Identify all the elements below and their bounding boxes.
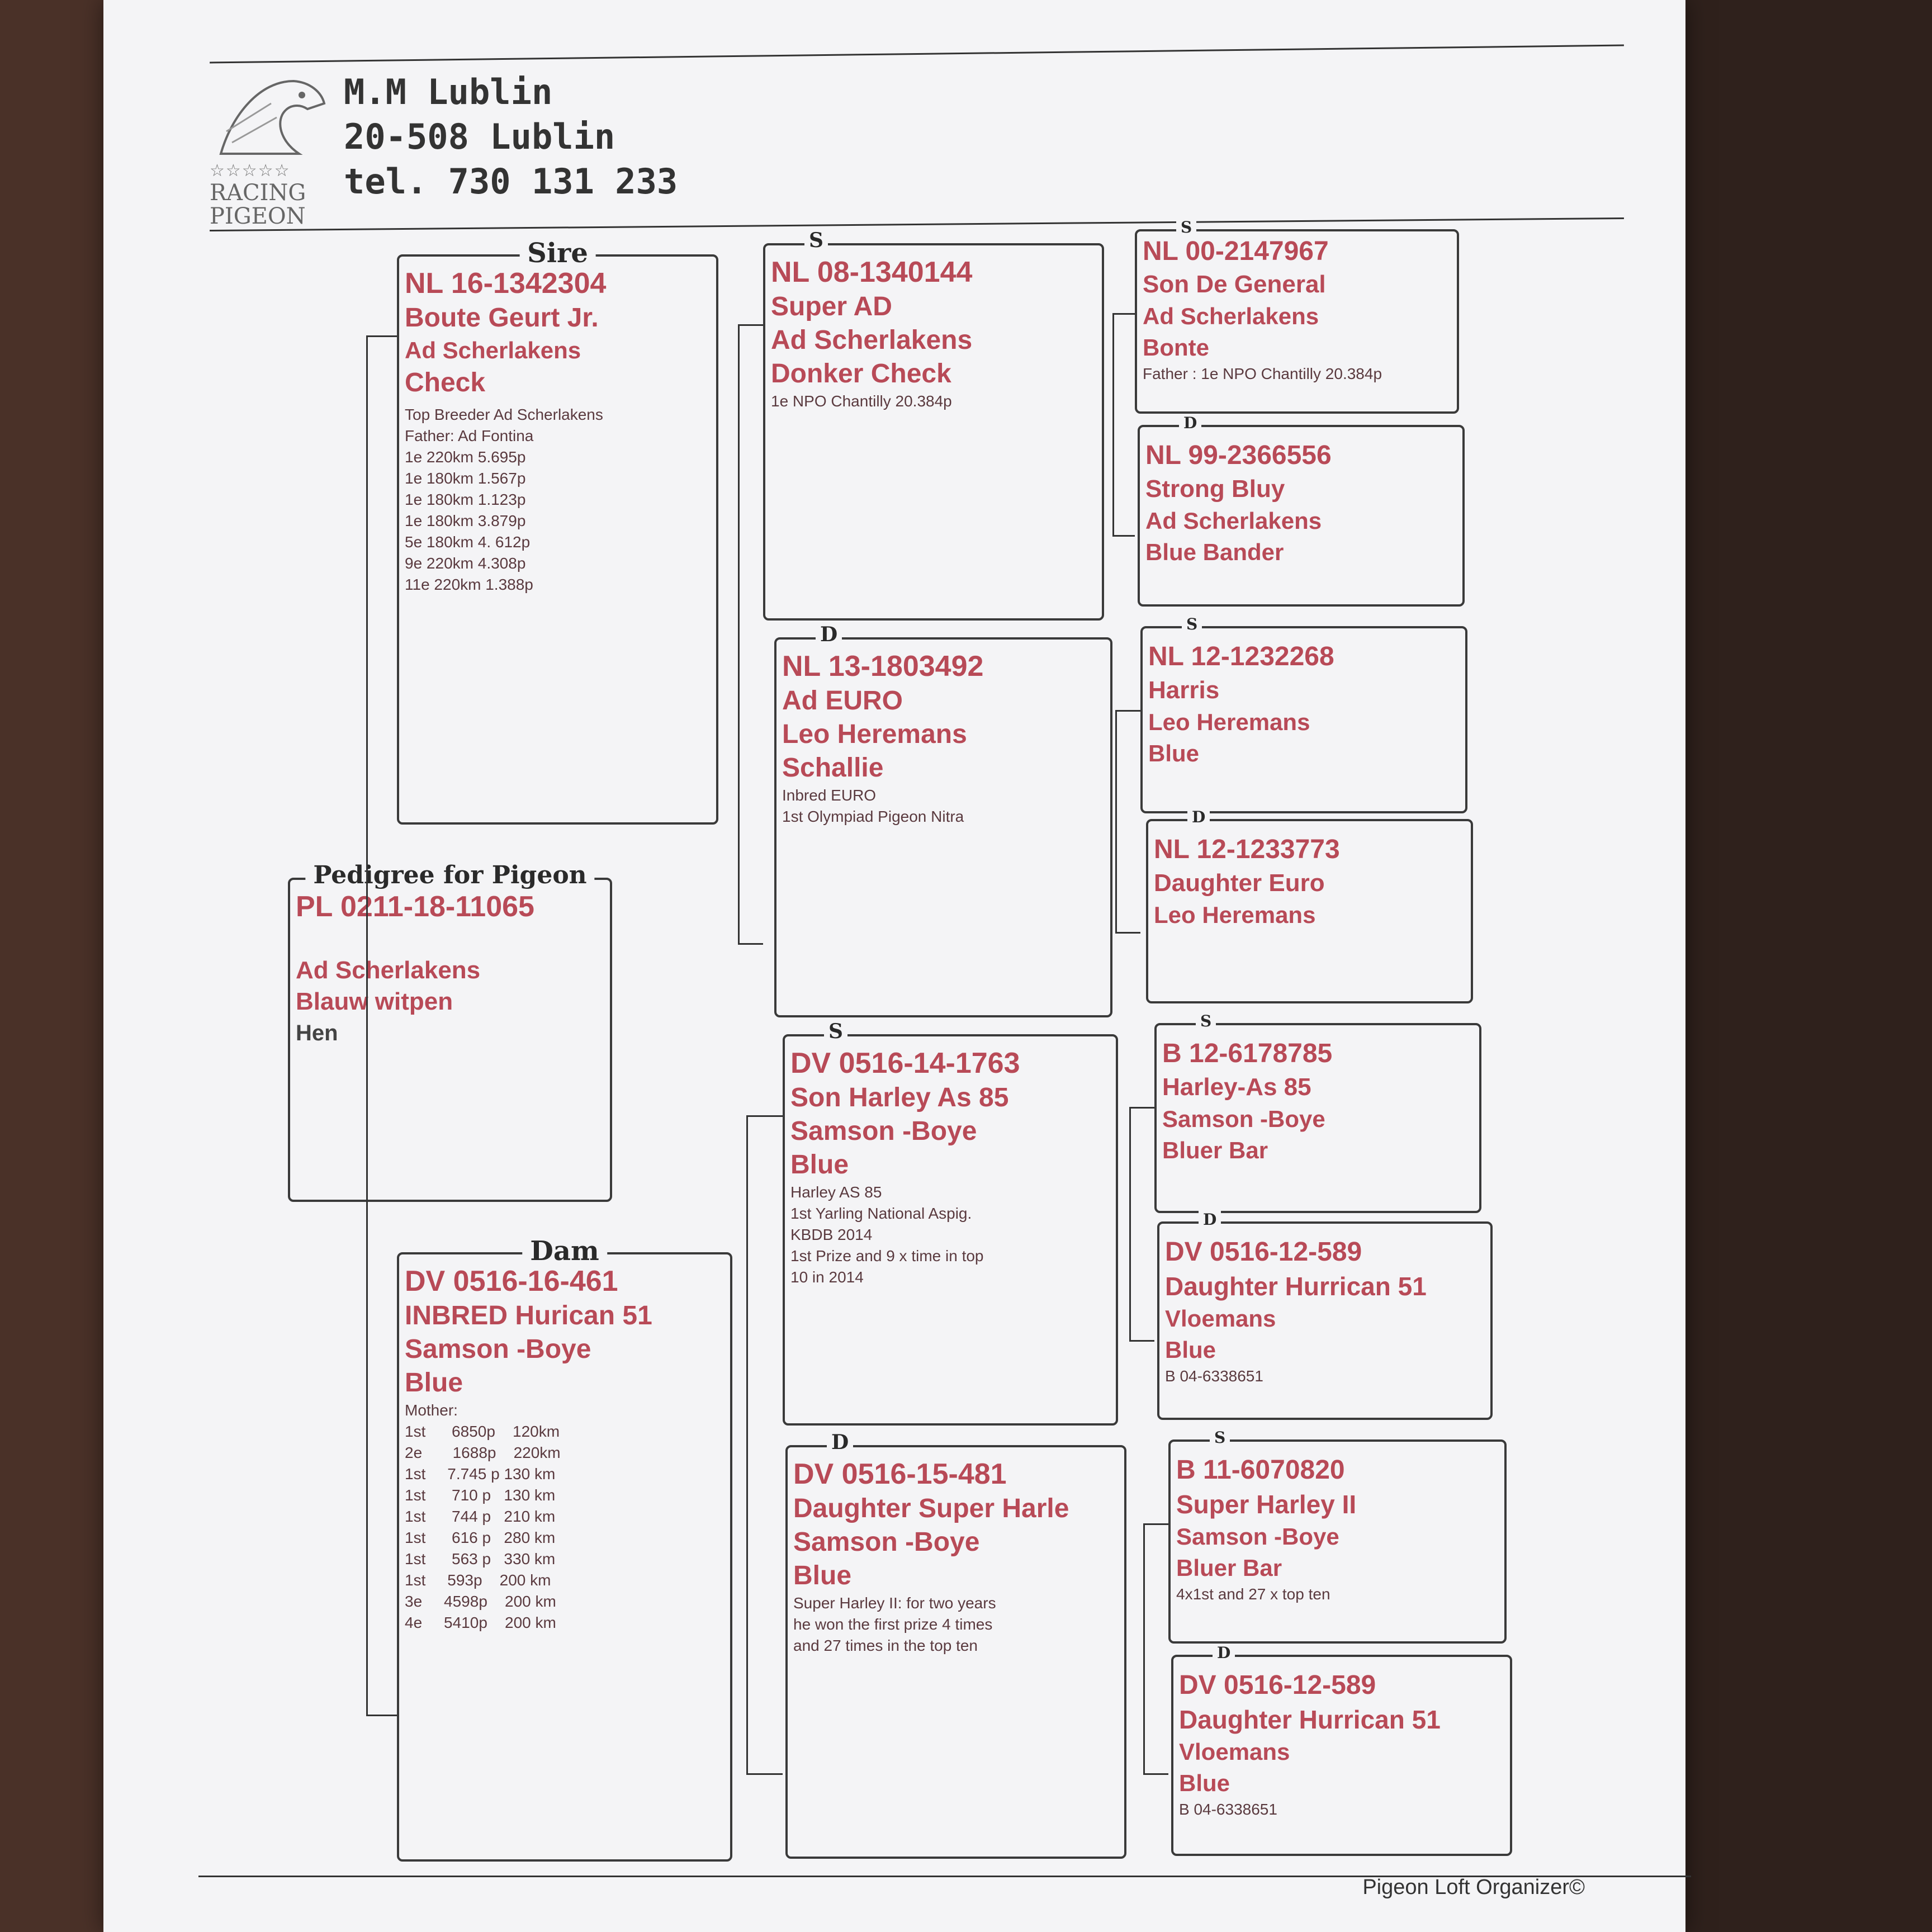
background-right (1686, 0, 1932, 1932)
loft-city: 20-508 Lublin (344, 116, 615, 157)
sire-dam-id: NL 13-1803492 (782, 650, 984, 683)
dsd-color: Blue (1165, 1337, 1216, 1363)
sdd-name: Daughter Euro (1154, 869, 1325, 897)
dam-sire-note: KBDB 2014 (790, 1226, 873, 1243)
ddd-letter: D (1213, 1644, 1235, 1662)
connector-sd (1115, 710, 1140, 934)
sire-dam-color: Schallie (782, 753, 884, 783)
loft-address (344, 70, 678, 204)
dam-note: 1st 563 p 330 km (405, 1550, 556, 1568)
dam-dam-note: Super Harley II: for two years (793, 1594, 996, 1612)
dam-note: 4e 5410p 200 km (405, 1614, 556, 1631)
dds-letter: S (1210, 1428, 1230, 1447)
sire-title: Sire (519, 238, 596, 269)
sire-note: Father: Ad Fontina (405, 427, 534, 444)
sire-sire-color: Donker Check (771, 359, 951, 389)
loft-name: M.M Lublin (344, 72, 553, 112)
connector-dd (1143, 1523, 1168, 1775)
sire-note: 1e 180km 3.879p (405, 512, 526, 529)
sire-note: 1e 180km 1.123p (405, 491, 526, 508)
ssd-id: NL 99-2366556 (1145, 441, 1332, 470)
sss-id: NL 00-2147967 (1143, 236, 1329, 266)
connector-ss (1112, 313, 1135, 537)
ddd-breeder: Vloemans (1179, 1739, 1290, 1765)
sss-letter: S (1176, 218, 1196, 236)
eagle-head-icon (210, 70, 327, 165)
sire-dam-sire-box (1140, 615, 1467, 813)
sire-sire-letter: S (804, 229, 828, 252)
dam-dam-color: Blue (793, 1561, 852, 1590)
dam-sire-breeder: Samson -Boye (790, 1116, 977, 1146)
dss-color: Bluer Bar (1162, 1137, 1268, 1163)
dss-letter: S (1196, 1012, 1216, 1030)
dam-note: 1st 593p 200 km (405, 1571, 551, 1589)
sdd-id: NL 12-1233773 (1154, 835, 1340, 864)
dam-note: 1st 744 p 210 km (405, 1508, 556, 1525)
dam-sire-id: DV 0516-14-1763 (790, 1047, 1020, 1079)
ddd-color: Blue (1179, 1770, 1230, 1796)
connector-sire (738, 324, 763, 945)
dam-sire-sire-box (1154, 1012, 1481, 1213)
logo-text-pigeon: PIGEON (210, 203, 306, 229)
ssd-breeder: Ad Scherlakens (1145, 508, 1322, 534)
sds-name: Harris (1148, 676, 1220, 704)
sire-dam-note: Inbred EURO (782, 787, 877, 804)
connector-ds (1129, 1107, 1154, 1342)
sss-name: Son De General (1143, 271, 1326, 298)
dam-note: 3e 4598p 200 km (405, 1593, 556, 1610)
background-left (0, 0, 106, 1932)
connector-subject (366, 335, 397, 1716)
pedigree-sheet (103, 0, 1685, 1932)
dam-dam-dam-box (1171, 1644, 1512, 1856)
dam-sire-note: Harley AS 85 (790, 1183, 882, 1201)
dam-note: Mother: (405, 1401, 458, 1419)
sire-note: 11e 220km 1.388p (405, 576, 533, 593)
sire-sire-dam-box (1138, 414, 1465, 607)
sdd-breeder: Leo Heremans (1154, 902, 1316, 928)
dsd-id: DV 0516-12-589 (1165, 1237, 1362, 1267)
dds-color: Bluer Bar (1176, 1555, 1282, 1581)
dds-breeder: Samson -Boye (1176, 1523, 1339, 1550)
sire-sire-note: 1e NPO Chantilly 20.384p (771, 392, 952, 410)
connector-dam (746, 1115, 783, 1775)
subject-id: PL 0211-18-11065 (296, 891, 534, 923)
top-rule (210, 45, 1624, 64)
sire-dam-dam-box (1146, 808, 1473, 1003)
sire-note: Top Breeder Ad Scherlakens (405, 406, 603, 423)
dam-note: 1st 6850p 120km (405, 1423, 560, 1440)
ssd-letter: D (1179, 414, 1201, 432)
racing-pigeon-logo (210, 70, 327, 229)
dsd-breeder: Vloemans (1165, 1305, 1276, 1332)
sire-sire-id: NL 08-1340144 (771, 256, 973, 288)
dam-note: 2e 1688p 220km (405, 1444, 561, 1461)
dam-name: INBRED Hurican 51 (405, 1301, 652, 1330)
loft-phone: tel. 730 131 233 (344, 161, 678, 202)
sire-sire-name: Super AD (771, 292, 892, 321)
sire-sire-box (763, 229, 1104, 621)
dam-note: 1st 710 p 130 km (405, 1486, 556, 1504)
dam-id: DV 0516-16-461 (405, 1265, 618, 1298)
sire-box (397, 238, 718, 825)
logo-stars: ☆☆☆☆☆ (210, 162, 291, 180)
dam-box (397, 1235, 732, 1862)
dsd-letter: D (1199, 1210, 1221, 1229)
sire-note: 9e 220km 4.308p (405, 555, 526, 572)
dam-dam-note: and 27 times in the top ten (793, 1637, 978, 1654)
sss-note: Father : 1e NPO Chantilly 20.384p (1143, 365, 1382, 382)
sire-sire-sire-box (1135, 218, 1459, 414)
dam-dam-sire-box (1168, 1428, 1507, 1644)
sire-dam-name: Ad EURO (782, 686, 903, 716)
ssd-name: Strong Bluy (1145, 475, 1285, 503)
dam-sire-box (783, 1020, 1118, 1426)
sire-dam-note: 1st Olympiad Pigeon Nitra (782, 808, 964, 825)
dam-note: 1st 616 p 280 km (405, 1529, 556, 1546)
sds-id: NL 12-1232268 (1148, 642, 1334, 671)
sire-dam-box (774, 623, 1112, 1017)
dam-dam-box (785, 1431, 1126, 1859)
ssd-color: Blue Bander (1145, 539, 1284, 565)
dsd-name: Daughter Hurrican 51 (1165, 1272, 1427, 1301)
ddd-name: Daughter Hurrican 51 (1179, 1705, 1441, 1734)
dss-name: Harley-As 85 (1162, 1073, 1311, 1101)
dam-sire-name: Son Harley As 85 (790, 1083, 1009, 1112)
footer-brand: Pigeon Loft Organizer© (1362, 1876, 1585, 1899)
sire-dam-letter: D (816, 623, 842, 646)
dam-sire-note: 10 in 2014 (790, 1268, 864, 1286)
sire-id: NL 16-1342304 (405, 267, 607, 300)
subject-color: Blauw witpen (296, 988, 453, 1015)
dam-dam-name: Daughter Super Harle (793, 1494, 1069, 1523)
sss-color: Bonte (1143, 334, 1209, 361)
dam-dam-note: he won the first prize 4 times (793, 1616, 993, 1633)
sire-dam-breeder: Leo Heremans (782, 719, 967, 749)
sds-breeder: Leo Heremans (1148, 709, 1310, 735)
sds-color: Blue (1148, 740, 1200, 766)
dss-breeder: Samson -Boye (1162, 1106, 1325, 1132)
dds-note: 4x1st and 27 x top ten (1176, 1585, 1330, 1603)
sire-color: Check (405, 368, 486, 397)
subject-title: Pedigree for Pigeon (305, 861, 594, 889)
dss-id: B 12-6178785 (1162, 1039, 1333, 1068)
sire-name: Boute Geurt Jr. (405, 303, 599, 333)
dam-dam-letter: D (827, 1431, 853, 1454)
dam-note: 1st 7.745 p 130 km (405, 1465, 556, 1483)
sire-breeder: Ad Scherlakens (405, 337, 581, 363)
dds-name: Super Harley II (1176, 1490, 1357, 1519)
subject-pigeon-box (288, 861, 612, 1202)
dam-dam-id: DV 0516-15-481 (793, 1458, 1007, 1490)
dam-sire-note: 1st Yarling National Aspig. (790, 1205, 972, 1222)
dds-id: B 11-6070820 (1176, 1455, 1345, 1485)
dam-breeder: Samson -Boye (405, 1334, 591, 1364)
ddd-id: DV 0516-12-589 (1179, 1670, 1376, 1700)
dam-sire-dam-box (1157, 1210, 1493, 1420)
dsd-note: B 04-6338651 (1165, 1367, 1263, 1385)
dam-sire-letter: S (824, 1020, 847, 1043)
dam-color: Blue (405, 1368, 463, 1398)
subject-sex: Hen (296, 1021, 338, 1045)
sire-note: 1e 220km 5.695p (405, 448, 526, 466)
sds-letter: S (1182, 615, 1202, 633)
dam-title: Dam (522, 1235, 607, 1267)
logo-text-racing: RACING (210, 180, 306, 206)
sire-note: 1e 180km 1.567p (405, 470, 526, 487)
subject-breeder: Ad Scherlakens (296, 956, 481, 984)
dam-sire-color: Blue (790, 1150, 849, 1180)
sdd-letter: D (1187, 808, 1210, 826)
sire-note: 5e 180km 4. 612p (405, 533, 531, 551)
dam-sire-note: 1st Prize and 9 x time in top (790, 1247, 984, 1265)
sire-sire-breeder: Ad Scherlakens (771, 325, 973, 355)
sss-breeder: Ad Scherlakens (1143, 303, 1319, 329)
ddd-note: B 04-6338651 (1179, 1801, 1277, 1818)
dam-dam-breeder: Samson -Boye (793, 1527, 980, 1557)
